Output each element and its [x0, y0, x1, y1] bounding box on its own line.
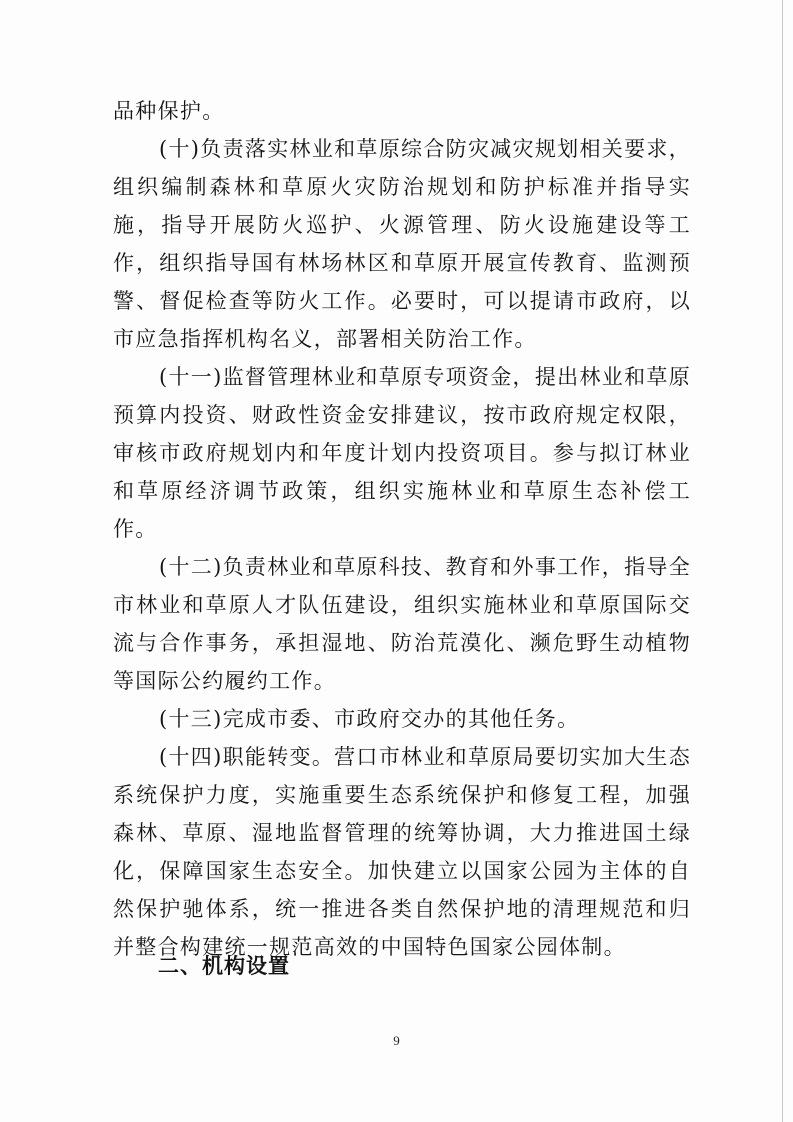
page-number: 9 — [393, 1033, 400, 1048]
paragraph-continuation: 品种保护。 — [113, 99, 225, 123]
paragraph-item-12: (十二)负责林业和草原科技、教育和外事工作，指导全市林业和草原人才队伍建设，组织实施林业和草原国际交流与合作事务，承担湿地、防治荒漠化、濒危野生动植物等国际公约履约工作。 — [113, 555, 691, 693]
paragraph-item-13: (十三)完成市委、市政府交办的其他任务。 — [159, 707, 580, 731]
page-edge — [782, 0, 783, 1122]
paragraph-item-11: (十一)监督管理林业和草原专项资金，提出林业和草原预算内投资、财政性资金安排建议，按市政府规定权限，审核市政府规划内和年度计划内投资项目。参与拟订林业和草原经济调节政策，组织实施林业和草原生态补偿工作。 — [113, 365, 691, 541]
section-heading: 二、机构设置 — [158, 954, 290, 978]
paragraph-item-14: (十四)职能转变。营口市林业和草原局要切实加大生态系统保护力度，实施重要生态系统保护和修复工程，加强森林、草原、湿地监督管理的统筹协调，大力推进国土绿化，保障国家生态安全。加快建立以国家公园为主体的自然保护驰体系，统一推进各类自然保护地的清理规范和归并整合构建统一规范高效的中国特色国家公园体制。 — [113, 745, 691, 959]
paragraph-item-10: (十)负责落实林业和草原综合防灾减灾规划相关要求，组织编制森林和草原火灾防治规划和防护标准并指导实施，指导开展防火巡护、火源管理、防火设施建设等工作，组织指导国有林场林区和草原开展宣传教育、监测预警、督促检查等防火工作。必要时，可以提请市政府，以市应急指挥机构名义，部署相关防治工作。 — [113, 137, 691, 351]
document-body — [113, 92, 691, 966]
